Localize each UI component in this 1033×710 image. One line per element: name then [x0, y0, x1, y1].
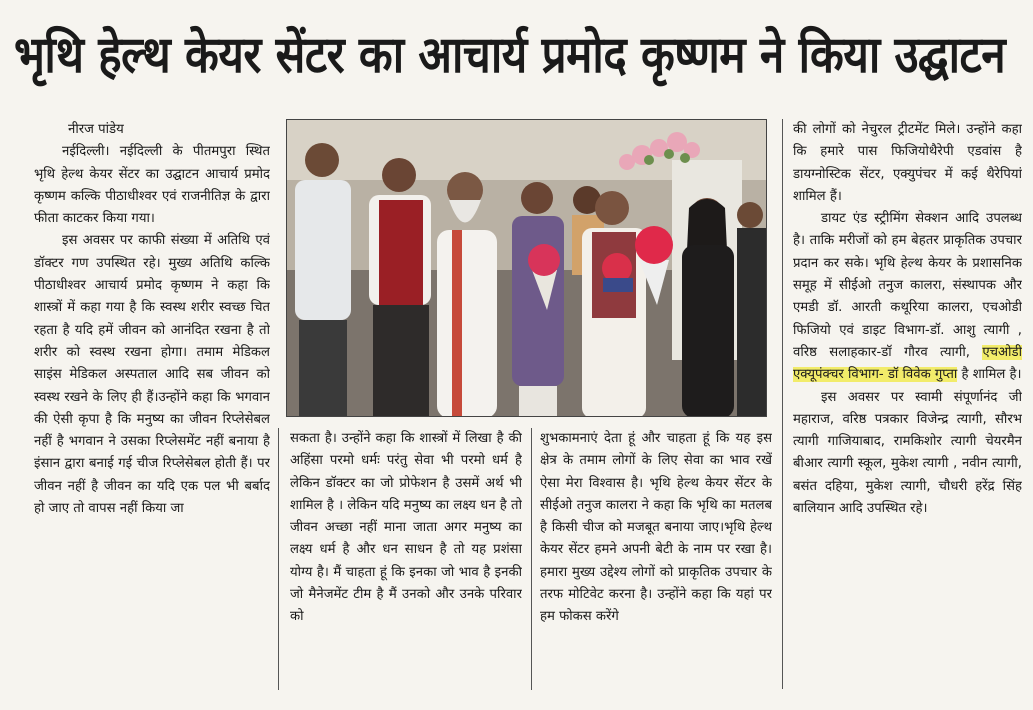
highlighted-text: एचओडी एक्यूपंक्चर विभाग- डॉ विवेक गुप्ता	[793, 344, 1022, 383]
article-column-2	[290, 428, 522, 688]
column-rule	[531, 428, 532, 690]
paragraph	[793, 208, 1022, 386]
paragraph-text: है शामिल है।	[961, 367, 1022, 383]
paragraph: इस अवसर पर काफी संख्या में अतिथि एवं डॉक्टर गण उपस्थित रहे। मुख्य अतिथि कल्कि पीठाधीश्वर आचार्य प्रमोद कृष्णम ने कहा कि शास्त्रों में कहा गया है कि स्वस्थ शरीर स्वच्छ चित रहता है यदि हमें जीवन को आनंदित रखना है तो शरीर को स्वस्थ रखना होगा। तमाम मेडिकल साइंस मेडिकल अस्पताल आदि सब जीवन को स्वस्थ रखने के लिए ही हैं।उन्होंने कहा कि भगवान की ऐसी कृपा है कि मनुष्य का जीवन रिप्लेसेबल नहीं है भगवान ने उसका रिप्लेसमेंट नहीं बनाया है इंसान द्वारा बनाई गई चीज रिप्लेसेबल होती हैं। पर जीवन नहीं है जीवन का यदि एक पल भी बर्बाद हो जाए तो वापस नहीं किया जा	[34, 233, 270, 517]
column-rule	[782, 119, 783, 689]
paragraph: नईदिल्ली। नईदिल्ली के पीतमपुरा स्थित भृथि हेल्थ केयर सेंटर का उद्घाटन आचार्य प्रमोद कृष्णम कल्कि पीठाधीश्वर एवं राजनीतिज्ञ के द्वारा फीता काटकर किया गया।	[34, 144, 270, 227]
byline: नीरज पांडेय	[68, 122, 124, 137]
article-column-4	[793, 119, 1022, 679]
group-photo-illustration	[287, 120, 767, 417]
paragraph: शुभकामनाएं देता हूं और चाहता हूं कि यह इस क्षेत्र के तमाम लोगों के लिए सेवा का भाव रखें ऐसा मेरा विश्वास है। भृथि हेल्थ केयर सेंटर के सीईओ तनुज कालरा ने कहा कि भृथि का मतलब है किसी चीज को मजबूत बनाया जाए।भृथि हेल्थ केयर सेंटर हमने अपनी बेटी के नाम पर रखा है।हमारा मुख्य उद्देश्य लोगों को प्राकृतिक उपचार के तरफ मोटिवेट करना है। उन्होंने कहा कि यहां पर हम फोकस करेंगे	[540, 431, 772, 625]
news-photo	[286, 119, 767, 417]
headline: भृथि हेल्थ केयर सेंटर का आचार्य प्रमोद कृष्णम ने किया उद्घाटन	[14, 26, 1006, 85]
paragraph-text: डायट एंड स्ट्रीमिंग सेक्शन आदि उपलब्ध है। ताकि मरीजों को हम बेहतर प्राकृतिक उपचार प्रदान कर सके। भृथि हेल्थ केयर के प्रशासनिक समूह में सीईओ तनुज कालरा, संस्थापक और एमडी डॉ. आरती कथूरिया कालरा, एचओडी फिजियो एवं डाइट विभाग-डॉ. आशु त्यागी , वरिष्ठ सलाहकार-डॉ गौरव त्यागी,	[793, 211, 1022, 360]
article-column-3	[540, 428, 772, 688]
column-rule	[278, 428, 279, 690]
paragraph: सकता है। उन्होंने कहा कि शास्त्रों में लिखा है की अहिंसा परमो धर्मः परंतु सेवा भी परमो धर्म है लेकिन डॉक्टर का जो प्रोफेशन है उसमें अर्थ भी शामिल है । लेकिन यदि मनुष्य का लक्ष्य धन है तो जीवन अच्छा नहीं माना जाता अगर मनुष्य का लक्ष्य धर्म है और धन साधन है तो यह प्रशंसा योग्य है। मैं चाहता हूं कि इनका जो भाव है इनकी जो मैनेजमेंट टीम है मैं उनको और उनके परिवार को	[290, 431, 522, 625]
paragraph: की लोगों को नेचुरल ट्रीटमेंट मिले। उन्होंने कहा कि हमारे पास फिजियोथैरेपी एडवांस है डायग्नोस्टिक सेंटर, एक्युपंचर में कई थैरेपियां शामिल हैं।	[793, 122, 1022, 204]
paragraph: इस अवसर पर स्वामी संपूर्णानंद जी महाराज, वरिष्ठ पत्रकार विजेन्द्र त्यागी, सौरभ त्यागी गाजियाबाद, रामकिशोर त्यागी चेयरमैन बीआर त्यागी स्कूल, मुकेश त्यागी , नवीन त्यागी, बसंत दहिया, मुकेश त्यागी, चौधरी हरेंद्र सिंह बालियान आदि उपस्थित रहे।	[793, 389, 1022, 517]
article-column-1	[34, 119, 270, 689]
